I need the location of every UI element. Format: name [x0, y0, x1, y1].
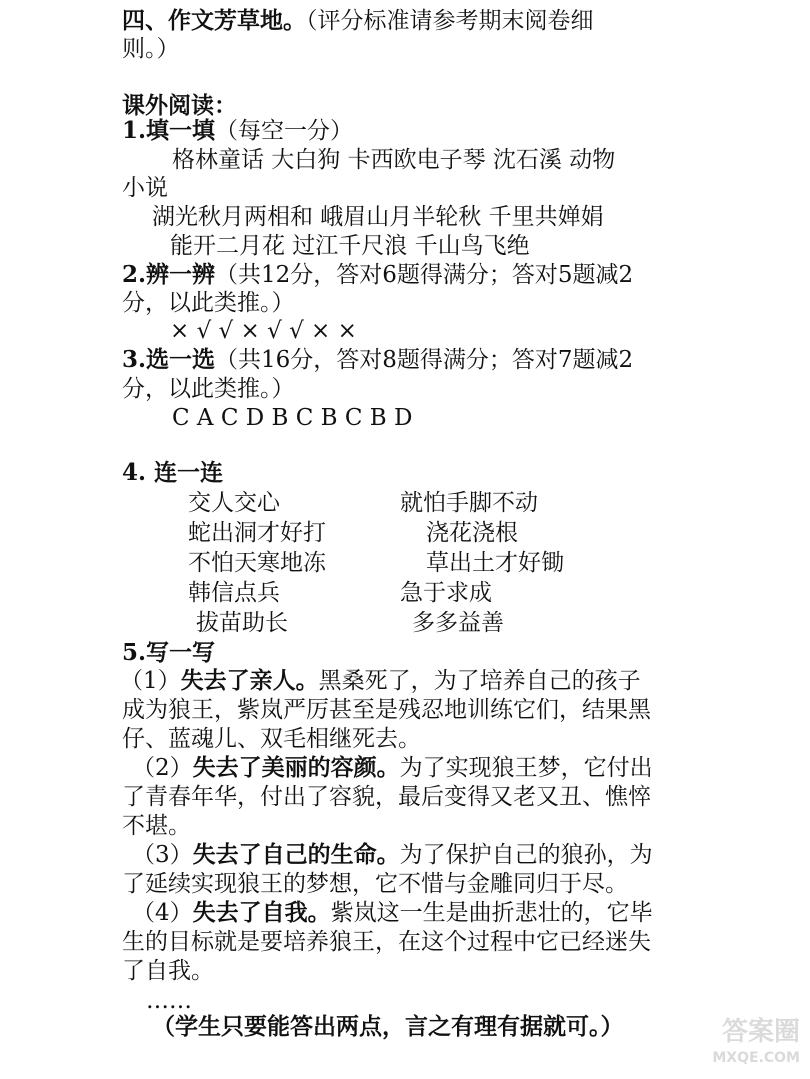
q4-right-item: 浇花浇根 — [426, 520, 518, 546]
q5-title: 5.写一写 — [122, 639, 216, 666]
q5-item2-line2: 了青春年华，付出了容貌，最后变得又老又丑、憔悴 — [122, 784, 651, 810]
q5-item2-line3: 不堪。 — [122, 813, 191, 839]
q5-item-number: （3） — [132, 842, 193, 868]
q4-right-item: 就怕手脚不动 — [400, 490, 538, 516]
q3-title: 3.选一选 — [122, 346, 216, 373]
q1-line3: 湖光秋月两相和 峨眉山月半轮秋 千里共婵娟 — [152, 204, 604, 230]
q4-left-item: 蛇出洞才好打 — [188, 520, 326, 546]
q1-line1: 格林童话 大白狗 卡西欧电子琴 沈石溪 动物 — [172, 147, 616, 173]
q5-item4-line1 — [132, 898, 653, 928]
q5-item-number: （2） — [132, 755, 193, 781]
q5-item4-line3: 了自我。 — [122, 958, 214, 984]
q5-item1-line1 — [120, 666, 641, 696]
q1-line2: 小说 — [122, 175, 168, 201]
q2-title: 2.辨一辨 — [122, 261, 216, 288]
q4-left-item: 拔苗助长 — [196, 610, 288, 636]
q4-right-item: 多多益善 — [412, 610, 504, 636]
q3-answers: C A C D B C B C B D — [172, 405, 413, 431]
q5-item2-line1 — [132, 753, 653, 783]
q5-item3-line2: 了延续实现狼王的梦想，它不惜与金雕同归于尽。 — [122, 871, 628, 897]
q2-answers: × √ √ × √ √ × × — [170, 318, 357, 344]
section4-heading: 四、作文芳草地。 — [122, 7, 306, 34]
q5-item-text: 紫岚这一生是曲折悲壮的，它毕 — [330, 900, 653, 926]
q5-item-heading: 失去了自我。 — [192, 899, 331, 926]
q1-line4: 能开二月花 过江千尺浪 千山鸟飞绝 — [170, 233, 530, 259]
q5-item-text: 黑桑死了，为了培养自己的孩子 — [318, 668, 641, 694]
watermark-site: MXQE.COM — [712, 1050, 800, 1066]
q2-note-line2: 分，以此类推。） — [122, 290, 295, 316]
q1-note: （每空一分） — [215, 118, 354, 144]
watermark-text: 答案圈 — [721, 1017, 800, 1047]
q3-title-line — [122, 345, 633, 375]
q5-item1-line3: 仔、蓝魂儿、双毛相继死去。 — [122, 726, 421, 752]
q5-item4-line2: 生的目标就是要培养狼王，在这个过程中它已经迷失 — [122, 929, 651, 955]
q1-title-line — [122, 116, 353, 146]
q5-item1-line2: 成为狼王，紫岚严厉甚至是残忍地训练它们，结果黑 — [122, 697, 651, 723]
q4-right-item: 草出土才好锄 — [426, 550, 564, 576]
q1-title: 1.填一填 — [122, 117, 216, 144]
section4-line1 — [122, 6, 594, 36]
q2-title-line — [122, 260, 633, 290]
q5-item-number: （1） — [120, 668, 181, 694]
q5-ellipsis: …… — [146, 988, 192, 1014]
q2-note: （共12分，答对6题得满分；答对5题减2 — [215, 262, 634, 288]
q5-item-heading: 失去了自己的生命。 — [192, 841, 400, 868]
q5-item3-line1 — [132, 840, 653, 870]
section4-note-line2: 则。） — [122, 36, 180, 62]
extra-reading-heading: 课外阅读： — [122, 92, 237, 119]
q4-left-item: 不怕天寒地冻 — [188, 550, 326, 576]
q3-note: （共16分，答对8题得满分；答对7题减2 — [215, 347, 634, 373]
q5-item-heading: 失去了亲人。 — [180, 667, 319, 694]
q5-item-text: 为了实现狼王梦，它付出 — [399, 755, 653, 781]
q4-left-item: 韩信点兵 — [188, 580, 280, 606]
q4-title: 4. 连一连 — [122, 459, 224, 486]
watermark-logo — [712, 1019, 800, 1071]
q5-item-text: 为了保护自己的狼孙，为 — [399, 842, 653, 868]
q4-right-item: 急于求成 — [400, 580, 492, 606]
q4-left-item: 交人交心 — [188, 490, 280, 516]
q5-footer-note: （学生只要能答出两点，言之有理有据就可。） — [152, 1013, 624, 1040]
section4-note: （评分标准请参考期末阅卷细 — [306, 8, 594, 34]
q5-item-number: （4） — [132, 900, 193, 926]
q5-item-heading: 失去了美丽的容颜。 — [192, 754, 400, 781]
q3-note-line2: 分，以此类推。） — [122, 376, 295, 402]
